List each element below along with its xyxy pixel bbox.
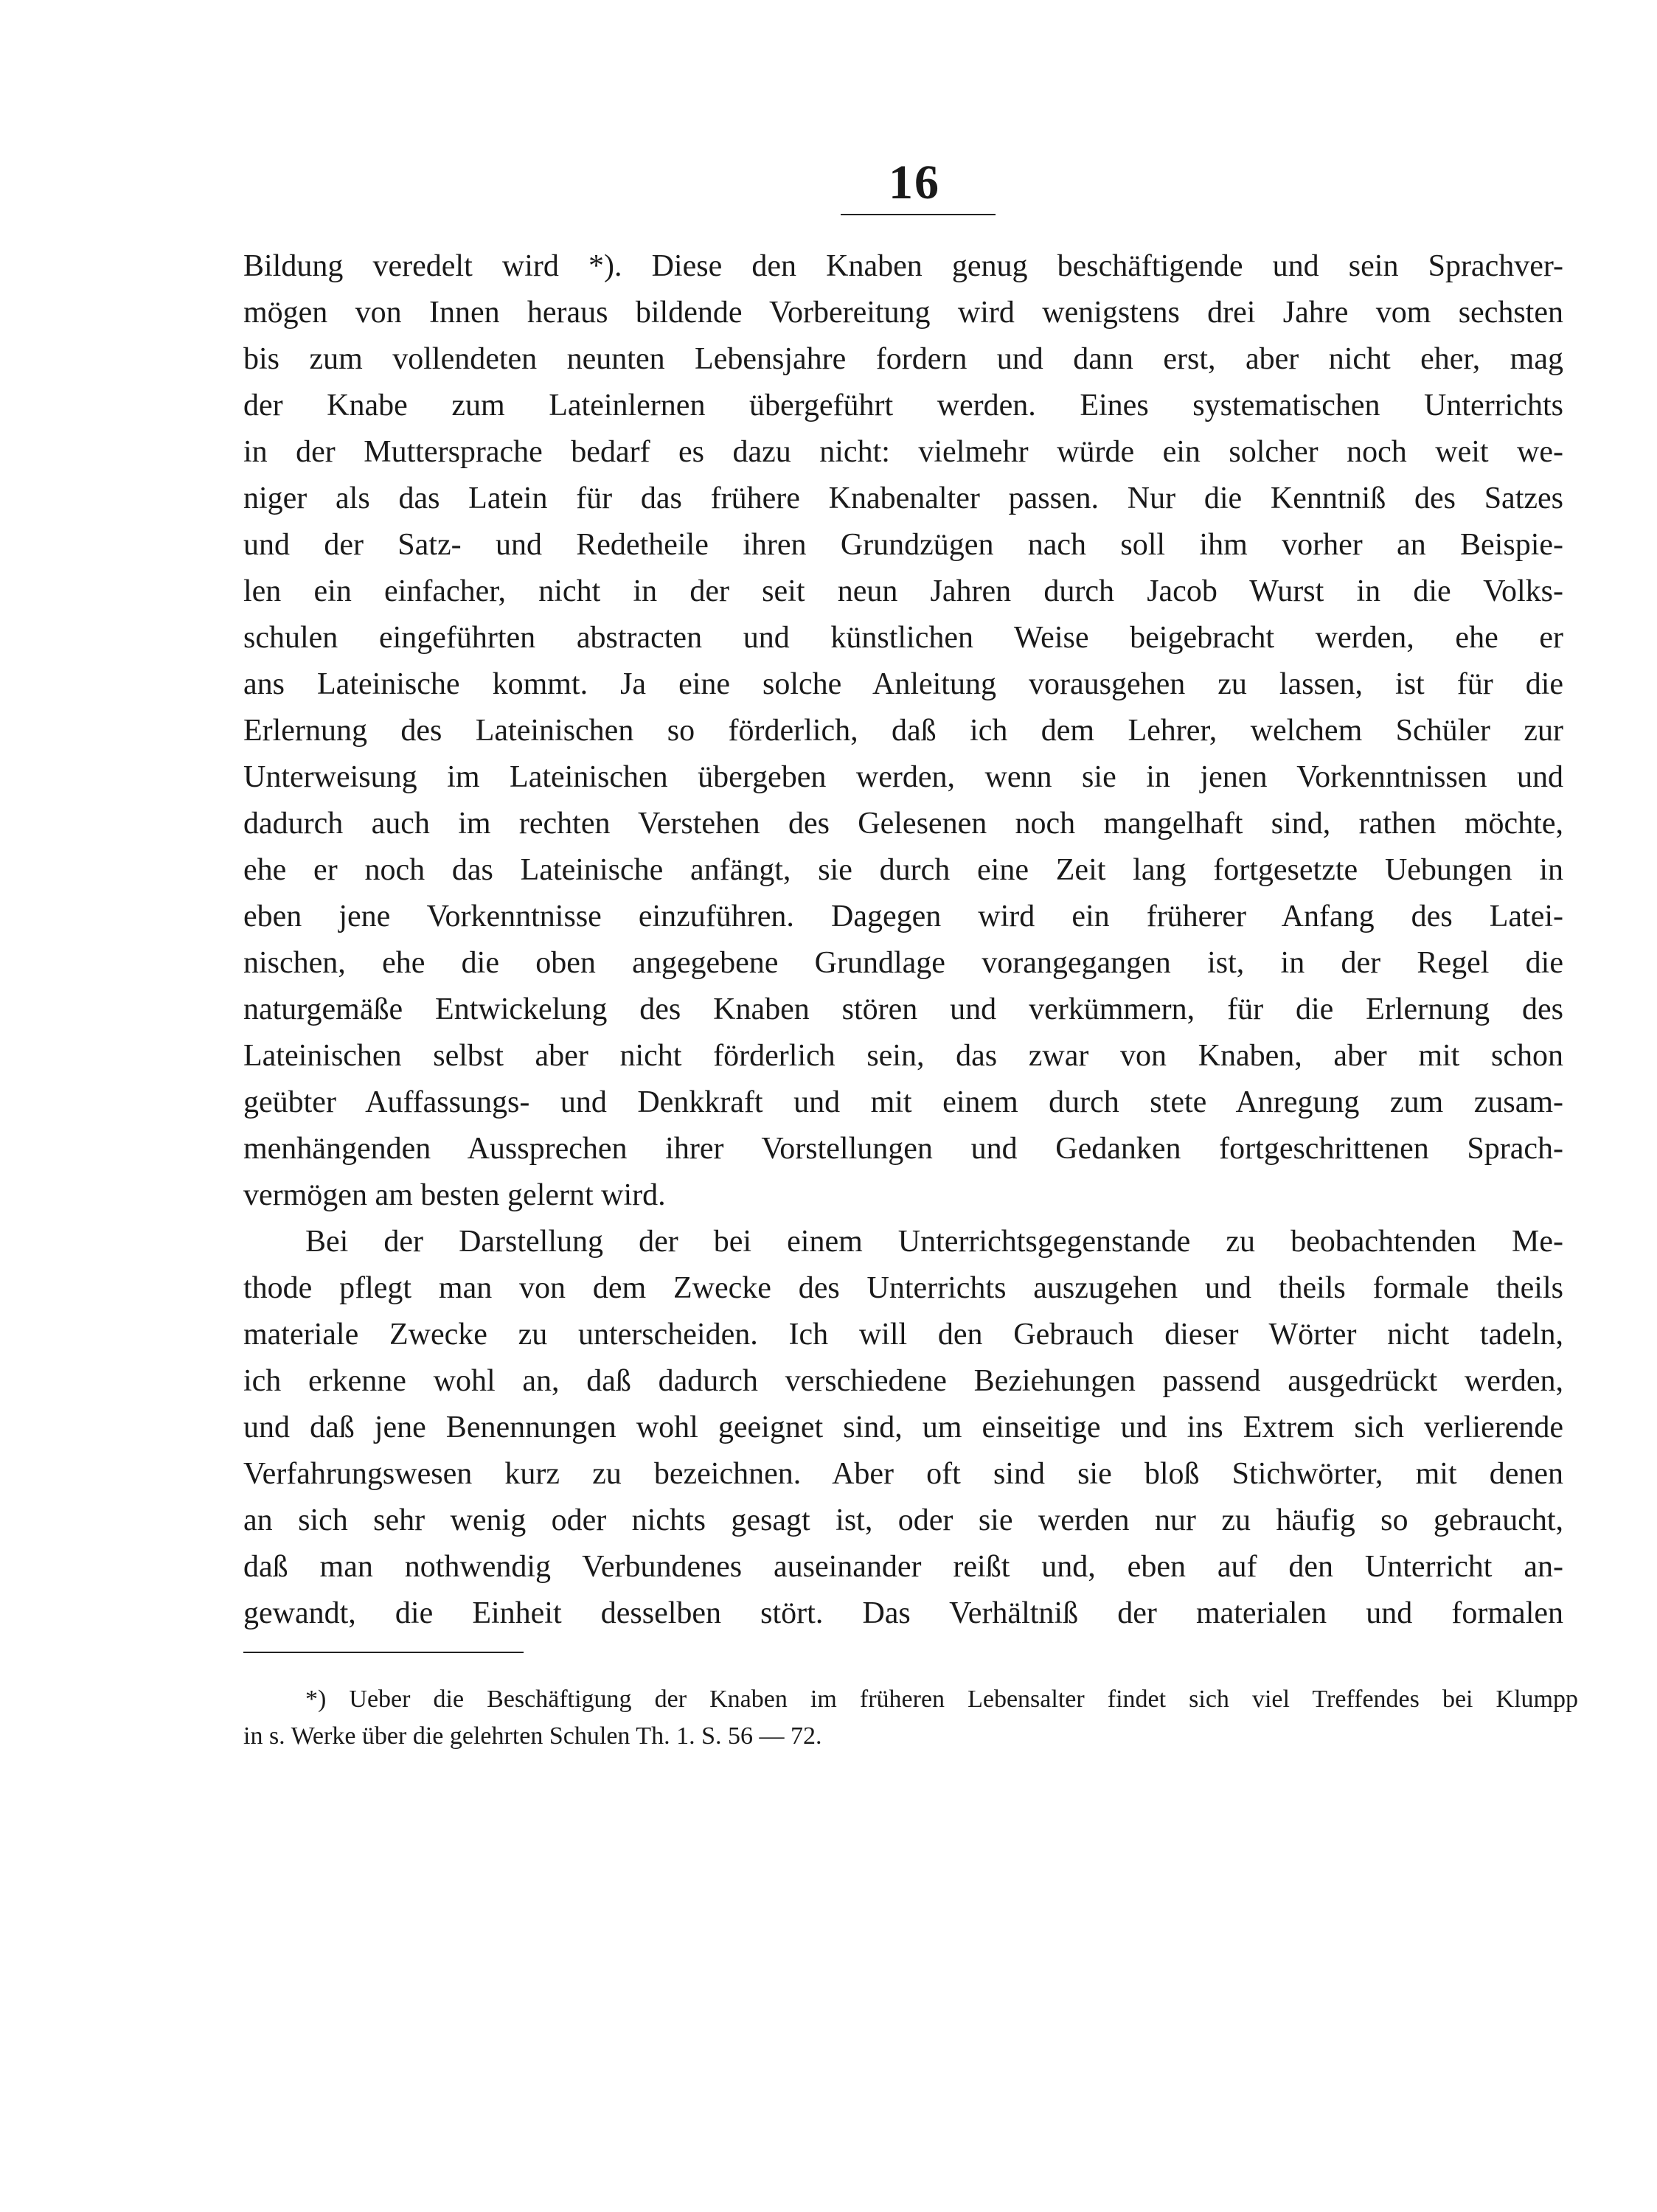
text-line: Verfahrungswesen kurz zu bezeichnen. Aber oft sind sie bloß Stichwörter, mit denen bbox=[243, 1457, 1563, 1491]
text-line: ehe er noch das Lateinische anfängt, sie durch eine Zeit lang fortgesetzte Uebungen in bbox=[243, 853, 1563, 887]
text-line: eben jene Vorkenntnisse einzuführen. Dagegen wird ein früherer Anfang des Latei- bbox=[243, 900, 1563, 933]
text-line: mögen von Innen heraus bildende Vorbereitung wird wenigstens drei Jahre vom sechsten bbox=[243, 296, 1563, 330]
text-line: daß man nothwendig Verbundenes auseinander reißt und, eben auf den Unterricht an- bbox=[243, 1550, 1563, 1584]
text-line: der Knabe zum Lateinlernen übergeführt werden. Eines systematischen Unterrichts bbox=[243, 389, 1563, 422]
text-line: schulen eingeführten abstracten und künstlichen Weise beigebracht werden, ehe er bbox=[243, 621, 1563, 655]
text-line: Lateinischen selbst aber nicht förderlich sein, das zwar von Knaben, aber mit schon bbox=[243, 1039, 1563, 1073]
page-number-rule bbox=[841, 214, 996, 215]
text-line: und der Satz- und Redetheile ihren Grundzügen nach soll ihm vorher an Beispie- bbox=[243, 528, 1563, 562]
text-line: Unterweisung im Lateinischen übergeben werden, wenn sie in jenen Vorkenntnissen und bbox=[243, 760, 1563, 794]
text-line: ans Lateinische kommt. Ja eine solche Anleitung vorausgehen zu lassen, ist für die bbox=[243, 667, 1563, 701]
text-line: gewandt, die Einheit desselben stört. Das Verhältniß der materialen und formalen bbox=[243, 1596, 1563, 1630]
text-line: thode pflegt man von dem Zwecke des Unterrichts auszugehen und theils formale theils bbox=[243, 1271, 1563, 1305]
text-line: nischen, ehe die oben angegebene Grundlage vorangegangen ist, in der Regel die bbox=[243, 946, 1563, 980]
footnote bbox=[243, 1681, 1578, 1755]
body-text bbox=[243, 243, 1563, 1637]
footnote-rule bbox=[243, 1652, 524, 1653]
text-line: len ein einfacher, nicht in der seit neun Jahren durch Jacob Wurst in die Volks- bbox=[243, 574, 1563, 608]
text-line: materiale Zwecke zu unterscheiden. Ich will den Gebrauch dieser Wörter nicht tadeln, bbox=[243, 1318, 1563, 1352]
text-line: geübter Auffassungs- und Denkkraft und mit einem durch stete Anregung zum zusam- bbox=[243, 1085, 1563, 1119]
page-number: 16 bbox=[889, 156, 940, 209]
text-line: ich erkenne wohl an, daß dadurch verschiedene Beziehungen passend ausgedrückt werden, bbox=[243, 1364, 1563, 1398]
text-line: dadurch auch im rechten Verstehen des Gelesenen noch mangelhaft sind, rathen möchte, bbox=[243, 807, 1563, 841]
text-line: an sich sehr wenig oder nichts gesagt ist, oder sie werden nur zu häufig so gebraucht, bbox=[243, 1503, 1563, 1537]
text-line: Bei der Darstellung der bei einem Unterrichtsgegenstande zu beobachtenden Me- bbox=[305, 1225, 1563, 1259]
text-line: und daß jene Benennungen wohl geeignet sind, um einseitige und ins Extrem sich verlierende bbox=[243, 1411, 1563, 1444]
text-line: bis zum vollendeten neunten Lebensjahre fordern und dann erst, aber nicht eher, mag bbox=[243, 342, 1563, 376]
text-line: in der Muttersprache bedarf es dazu nicht: vielmehr würde ein solcher noch weit we- bbox=[243, 435, 1563, 469]
text-line: naturgemäße Entwickelung des Knaben stören und verkümmern, für die Erlernung des bbox=[243, 992, 1563, 1026]
text-line: Erlernung des Lateinischen so förderlich, daß ich dem Lehrer, welchem Schüler zur bbox=[243, 714, 1563, 748]
text-line: vermögen am besten gelernt wird. bbox=[243, 1178, 666, 1212]
footnote-line: in s. Werke über die gelehrten Schulen Th. 1. S. 56 — 72. bbox=[243, 1722, 822, 1750]
text-line: niger als das Latein für das frühere Knabenalter passen. Nur die Kenntniß des Satzes bbox=[243, 481, 1563, 515]
text-line: Bildung veredelt wird *). Diese den Knaben genug beschäftigende und sein Sprachver- bbox=[243, 249, 1563, 283]
text-line: menhängenden Aussprechen ihrer Vorstellungen und Gedanken fortgeschrittenen Sprach- bbox=[243, 1132, 1563, 1166]
footnote-line: *) Ueber die Beschäftigung der Knaben im früheren Lebensalter findet sich viel Treffendes bei Klumpp bbox=[305, 1686, 1578, 1713]
